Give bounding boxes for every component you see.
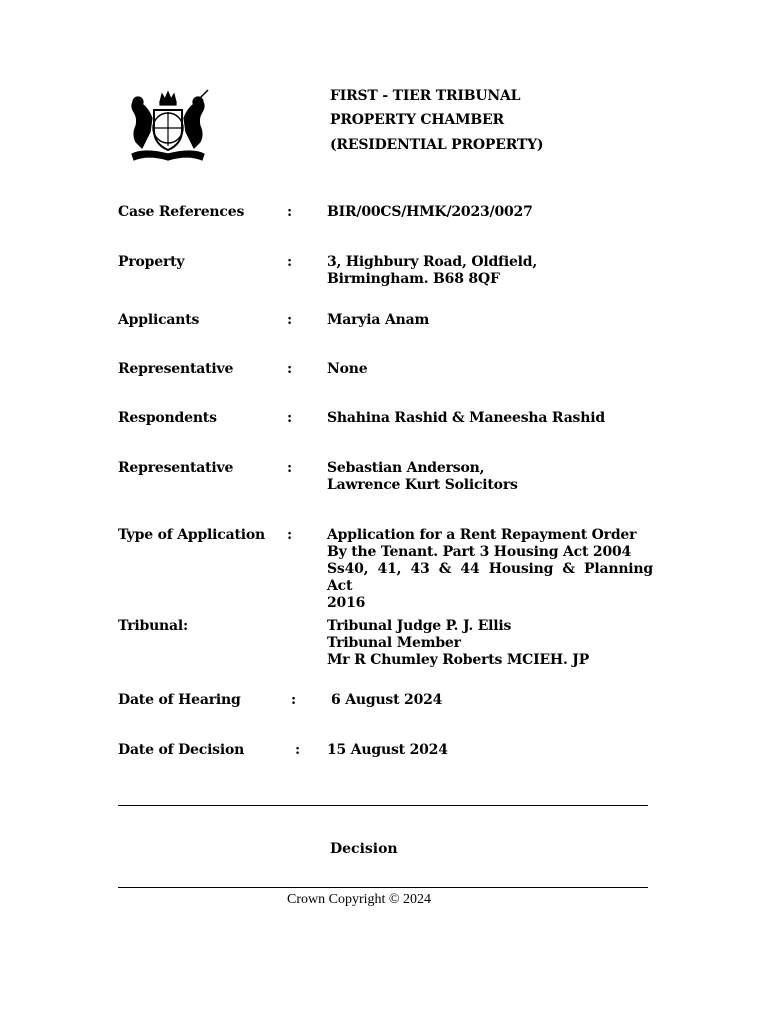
application-line: Ss40, 41, 43 & 44 Housing & Planning Act (327, 561, 653, 594)
tribunal-members (327, 618, 657, 669)
type-of-application-value (327, 527, 653, 612)
colon: : (287, 204, 293, 220)
respondents-value: Shahina Rashid & Maneesha Rashid (327, 410, 605, 426)
tribunal-member-line: Tribunal Judge P. J. Ellis (327, 618, 512, 634)
tribunal-name: FIRST - TIER TRIBUNAL (330, 88, 521, 104)
representative-label: Representative (118, 361, 234, 377)
representative-line: Sebastian Anderson, (327, 460, 485, 476)
property-value (327, 254, 657, 288)
crown-copyright: Crown Copyright © 2024 (287, 892, 432, 907)
representative-line: Lawrence Kurt Solicitors (327, 477, 518, 493)
tribunal-member-line: Mr R Chumley Roberts MCIEH. JP (327, 652, 590, 668)
colon: : (287, 460, 293, 476)
colon: : (287, 527, 293, 543)
date-of-hearing-value: 6 August 2024 (331, 692, 443, 708)
property-label: Property (118, 254, 185, 270)
application-line: By the Tenant. Part 3 Housing Act 2004 (327, 544, 632, 560)
applicants-label: Applicants (118, 312, 200, 328)
property-line: Birmingham. B68 8QF (327, 271, 500, 287)
divider (118, 805, 648, 806)
decision-heading: Decision (330, 841, 398, 857)
chamber-name: PROPERTY CHAMBER (330, 112, 504, 128)
type-of-application-label: Type of Application (118, 527, 265, 543)
colon: : (291, 692, 297, 708)
applicants-value: Maryia Anam (327, 312, 430, 328)
tribunal-label: Tribunal: (118, 618, 188, 634)
colon: : (287, 254, 293, 270)
property-line: 3, Highbury Road, Oldfield, (327, 254, 538, 270)
colon: : (287, 312, 293, 328)
date-of-decision-value: 15 August 2024 (327, 742, 448, 758)
colon: : (287, 361, 293, 377)
respondents-representative-value (327, 460, 657, 494)
application-line: 2016 (327, 595, 366, 611)
respondents-representative-label: Representative (118, 460, 234, 476)
application-line: Application for a Rent Repayment Order (327, 527, 637, 543)
divider (118, 887, 648, 888)
representative-value: None (327, 361, 368, 377)
case-references-value: BIR/00CS/HMK/2023/0027 (327, 204, 533, 220)
royal-coat-of-arms-icon (124, 88, 212, 162)
colon: : (295, 742, 301, 758)
date-of-hearing-label: Date of Hearing (118, 692, 241, 708)
date-of-decision-label: Date of Decision (118, 742, 245, 758)
tribunal-member-line: Tribunal Member (327, 635, 461, 651)
case-references-label: Case References (118, 204, 245, 220)
chamber-subtitle: (RESIDENTIAL PROPERTY) (330, 137, 544, 153)
respondents-label: Respondents (118, 410, 217, 426)
colon: : (287, 410, 293, 426)
